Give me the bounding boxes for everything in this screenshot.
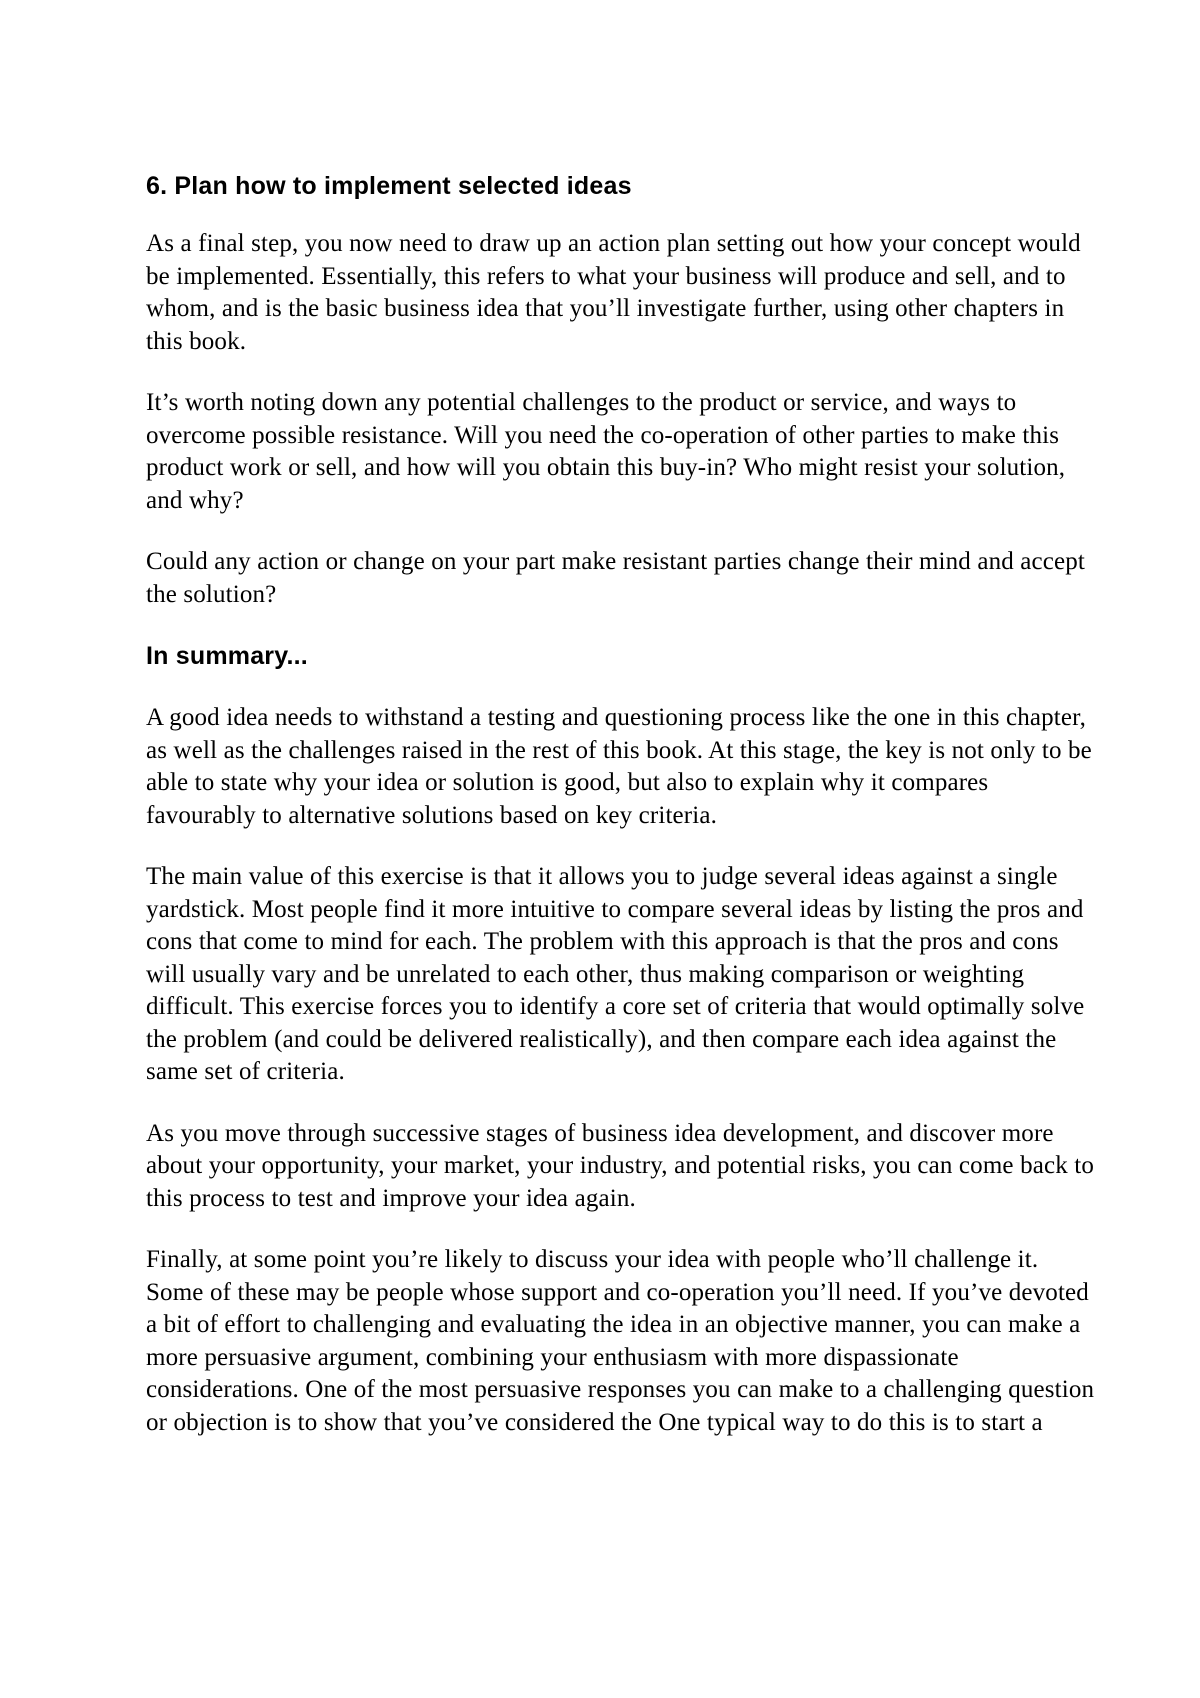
- paragraph-challenges: It’s worth noting down any potential challenges to the product or service, and ways to overcome possible resistance. Will you need the co-operation of other parties to make this product work or sell, and how will you obtain this buy-in? Who might resist your solution, and why?: [146, 389, 1066, 514]
- summary-heading: In summary...: [146, 642, 308, 670]
- paragraph-successive-stages: As you move through successive stages of business idea development, and discover more about your opportunity, your market, your industry, and potential risks, you can come back to this process to test and improve your idea again.: [146, 1119, 1095, 1212]
- paragraph-resistant-parties: Could any action or change on your part make resistant parties change their mind and accept the solution?: [146, 548, 1086, 608]
- section-heading: 6. Plan how to implement selected ideas: [146, 172, 632, 200]
- paragraph-finally: Finally, at some point you’re likely to discuss your idea with people who’ll challenge it. Some of these may be people whose support and co-operation you’ll need. If you’ve devoted a bit of effort to challenging and evaluating the idea in an objective manner, you can make a more persuasive argument, combining your enthusiasm with more dispassionate considerations. One of the most persuasive responses you can make to a challenging question or objection is to show that you’ve considered the One typical way to do this is to start a: [146, 1246, 1095, 1436]
- paragraph-main-value: The main value of this exercise is that it allows you to judge several ideas against a single yardstick. Most people find it more intuitive to compare several ideas by listing the pros and cons that come to mind for each. The problem with this approach is that the pros and cons will usually vary and be unrelated to each other, thus making comparison or weighting difficult. This exercise forces you to identify a core set of criteria that would optimally solve the problem (and could be delivered realistically), and then compare each idea against the same set of criteria.: [146, 863, 1085, 1085]
- paragraph-good-idea: A good idea needs to withstand a testing and questioning process like the one in this chapter, as well as the challenges raised in the rest of this book. At this stage, the key is not only to be able to state why your idea or solution is good, but also to explain why it compares favourably to alternative solutions based on key criteria.: [146, 704, 1092, 829]
- paragraph-action-plan: As a final step, you now need to draw up an action plan setting out how your concept would be implemented. Essentially, this refers to what your business will produce and sell, and to whom, and is the basic business idea that you’ll investigate further, using other chapters in this book.: [146, 230, 1081, 355]
- page-content: [146, 170, 1096, 1468]
